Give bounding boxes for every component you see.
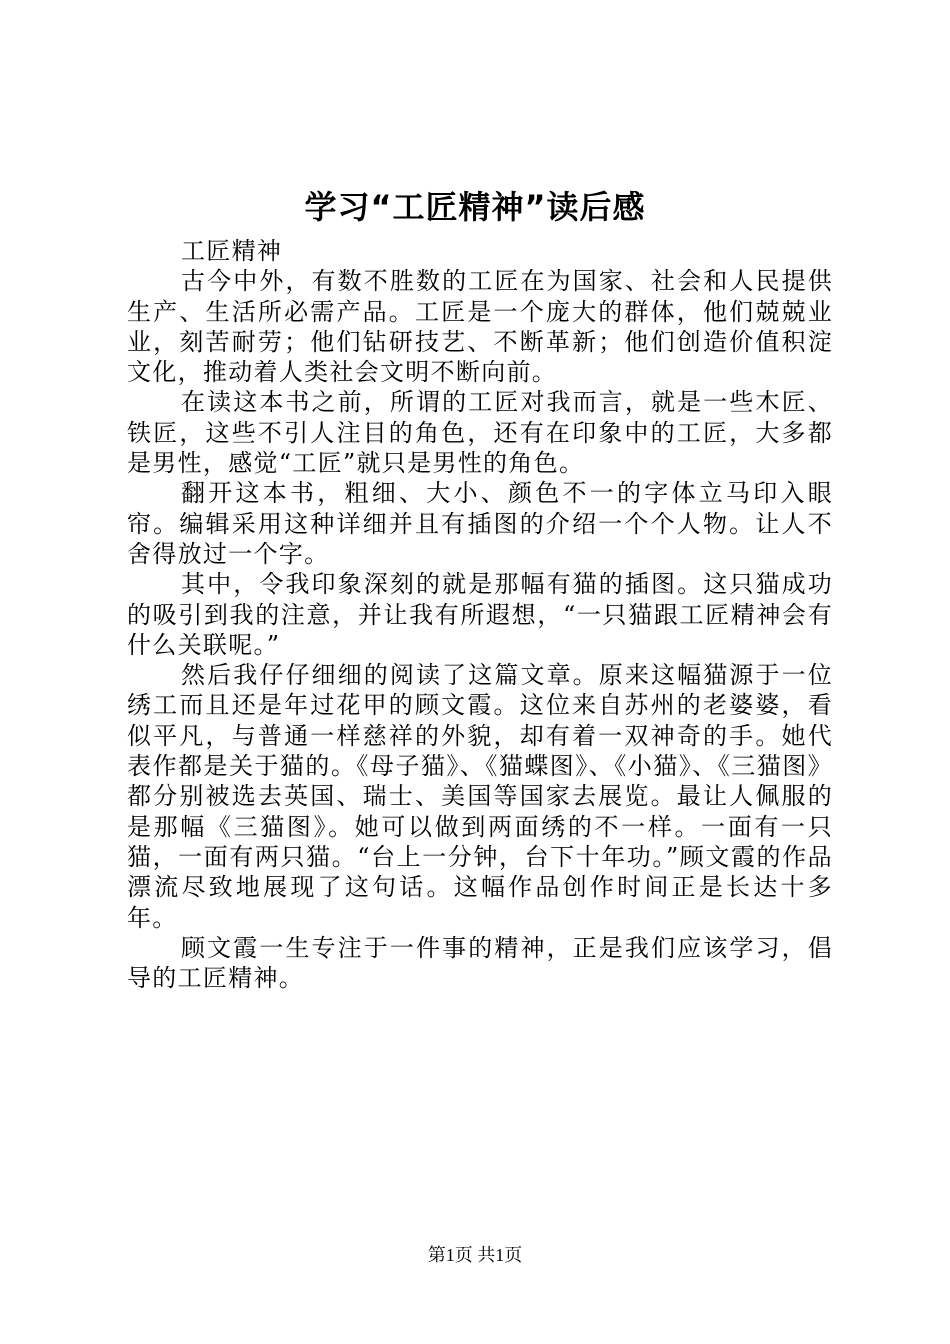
- paragraph: 在读这本书之前，所谓的工匠对我而言，就是一些木匠、铁匠，这些不引人注目的角色，还有在印象中的工匠，大多都是男性，感觉“工匠”就只是男性的角色。: [127, 388, 833, 478]
- paragraph: 古今中外，有数不胜数的工匠在为国家、社会和人民提供生产、生活所必需产品。工匠是一个庞大的群体，他们兢兢业业，刻苦耐劳；他们钻研技艺、不断革新；他们创造价值积淀文化，推动着人类社会文明不断向前。: [127, 267, 833, 387]
- document-title: 学习“工匠精神”读后感: [304, 188, 646, 226]
- page-number-footer: 第1页 共1页: [427, 1245, 523, 1265]
- paragraph: 顾文霞一生专注于一件事的精神，正是我们应该学习，倡导的工匠精神。: [127, 933, 833, 993]
- paragraph: 然后我仔仔细细的阅读了这篇文章。原来这幅猫源于一位绣工而且还是年过花甲的顾文霞。这位来自苏州的老婆婆，看似平凡，与普通一样慈祥的外貌，却有着一双神奇的手。她代表作都是关于猫的。《母子猫》、《猫蝶图》、《小猫》、《三猫图》都分别被选去英国、瑞士、美国等国家去展览。最让人佩服的是那幅《三猫图》。她可以做到两面绣的不一样。一面有一只猫，一面有两只猫。“台上一分钟，台下十年功。”顾文霞的作品漂流尽致地展现了这句话。这幅作品创作时间正是长达十多年。: [127, 661, 833, 932]
- paragraph: 翻开这本书，粗细、大小、颜色不一的字体立马印入眼帘。编辑采用这种详细并且有插图的介绍一个个人物。让人不舍得放过一个字。: [127, 479, 833, 568]
- paragraph: 其中，令我印象深刻的就是那幅有猫的插图。这只猫成功的吸引到我的注意，并让我有所遐想，“一只猫跟工匠精神会有什么关联呢。”: [127, 570, 833, 659]
- paragraph: 工匠精神: [181, 237, 283, 265]
- document-body: [127, 236, 833, 993]
